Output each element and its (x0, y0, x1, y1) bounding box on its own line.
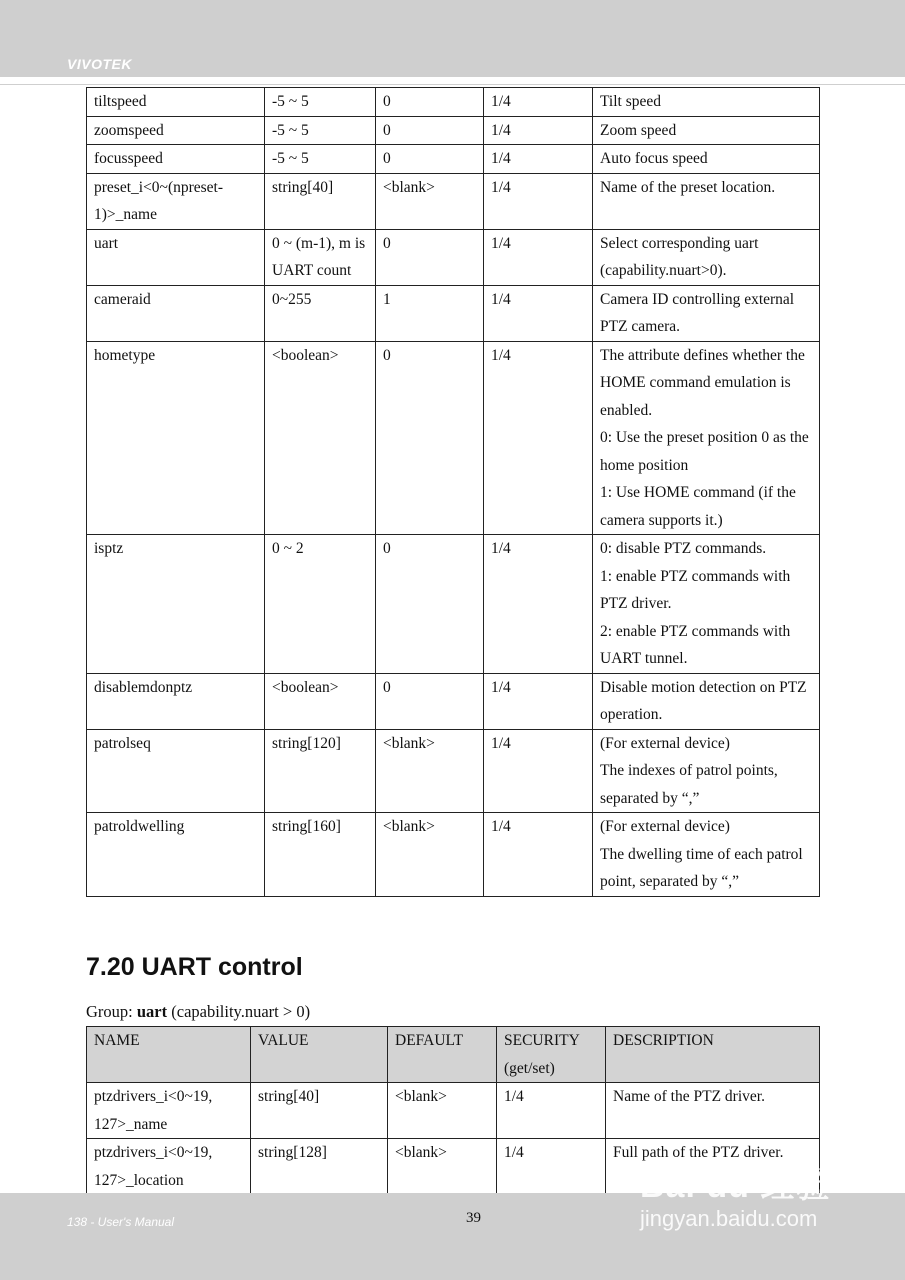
cell-description (593, 729, 820, 813)
cell-description (593, 341, 820, 535)
header-cell-name: NAME (87, 1027, 251, 1083)
cell-security: 1/4 (484, 88, 593, 117)
cell-value: 0 ~ 2 (265, 535, 376, 674)
cell-security: 1/4 (497, 1139, 606, 1195)
cell-value: -5 ~ 5 (265, 116, 376, 145)
cell-default: 0 (376, 116, 484, 145)
header-cell-security: SECURITY (get/set) (497, 1027, 606, 1083)
description-line: Auto focus speed (600, 150, 708, 167)
header-cell-value: VALUE (251, 1027, 388, 1083)
cell-default: 0 (376, 229, 484, 285)
cell-security: 1/4 (484, 285, 593, 341)
description-line: Name of the preset location. (600, 178, 776, 196)
description-line: 1: enable PTZ commands with PTZ driver. (600, 567, 791, 612)
cell-name: disablemdonptz (87, 673, 265, 729)
table-row (87, 116, 820, 145)
table-row (87, 535, 820, 674)
group-line (86, 1002, 310, 1022)
table-row (87, 173, 820, 229)
cell-value: <boolean> (265, 673, 376, 729)
cell-security: 1/4 (484, 116, 593, 145)
cell-default: <blank> (388, 1139, 497, 1195)
description-line: Camera ID controlling external PTZ camera. (600, 290, 795, 335)
cell-description (593, 145, 820, 174)
cell-value: 0 ~ (m-1), m is UART count (265, 229, 376, 285)
table-row (87, 88, 820, 117)
cell-name: focusspeed (87, 145, 265, 174)
description-line: (For external device) (600, 818, 730, 835)
cell-description (593, 673, 820, 729)
description-line: The dwelling time of each patrol point, separated by “,” (600, 845, 803, 890)
table-row (87, 673, 820, 729)
cell-security: 1/4 (484, 341, 593, 535)
cell-default: 0 (376, 673, 484, 729)
cell-name: zoomspeed (87, 116, 265, 145)
section-title: 7.20 UART control (86, 953, 303, 981)
table-header-row (87, 1027, 820, 1083)
cell-security: 1/4 (497, 1083, 606, 1139)
cell-security: 1/4 (484, 729, 593, 813)
table-row (87, 1083, 820, 1139)
watermark-logo-text: Bai du 经验 (640, 1167, 831, 1205)
cell-description (593, 229, 820, 285)
cell-value: -5 ~ 5 (265, 145, 376, 174)
cell-default: 0 (376, 535, 484, 674)
cell-description: Full path of the PTZ driver. (606, 1139, 820, 1195)
cell-name: patrolseq (87, 729, 265, 813)
cell-default: 1 (376, 285, 484, 341)
cell-name: hometype (87, 341, 265, 535)
cell-name: isptz (87, 535, 265, 674)
description-line: The indexes of patrol points, separated by “,” (600, 762, 778, 807)
description-line: 2: enable PTZ commands with UART tunnel. (600, 622, 791, 667)
description-line: Select corresponding uart (capability.nuart>0). (600, 234, 759, 279)
cell-name: ptzdrivers_i<0~19, 127>_location (87, 1139, 251, 1195)
cell-description (593, 813, 820, 897)
table-row (87, 813, 820, 897)
description-line: Disable motion detection on PTZ operation. (600, 678, 807, 723)
cell-security: 1/4 (484, 173, 593, 229)
cell-security: 1/4 (484, 145, 593, 174)
table-row (87, 341, 820, 535)
cell-description (593, 173, 820, 229)
cell-security: 1/4 (484, 535, 593, 674)
cell-value: string[160] (265, 813, 376, 897)
cell-name: preset_i<0~(npreset-1)>_name (87, 173, 265, 229)
watermark (640, 1166, 860, 1246)
brand-logo-text: VIVOTEK (67, 56, 132, 72)
cell-name: patroldwelling (87, 813, 265, 897)
header-cell-description: DESCRIPTION (606, 1027, 820, 1083)
page-number: 39 (466, 1210, 481, 1226)
cell-value: 0~255 (265, 285, 376, 341)
cell-default: <blank> (376, 813, 484, 897)
header-rule (0, 84, 905, 85)
cell-value: string[128] (251, 1139, 388, 1195)
cell-value: string[40] (265, 173, 376, 229)
cell-name: ptzdrivers_i<0~19, 127>_name (87, 1083, 251, 1139)
cell-description: Name of the PTZ driver. (606, 1083, 820, 1139)
description-line: Zoom speed (600, 121, 677, 139)
table-row (87, 229, 820, 285)
description-line: 0: disable PTZ commands. (600, 540, 767, 557)
ptz-parameters-table (86, 87, 820, 897)
cell-default: <blank> (376, 729, 484, 813)
watermark-url: jingyan.baidu.com (640, 1206, 818, 1231)
description-line: (For external device) (600, 734, 730, 752)
cell-default: <blank> (388, 1083, 497, 1139)
cell-default: 0 (376, 88, 484, 117)
table-row (87, 145, 820, 174)
cell-value: -5 ~ 5 (265, 88, 376, 117)
cell-description (593, 285, 820, 341)
table-row (87, 729, 820, 813)
cell-description (593, 88, 820, 117)
cell-default: 0 (376, 145, 484, 174)
table-row (87, 285, 820, 341)
cell-name: cameraid (87, 285, 265, 341)
cell-default: <blank> (376, 173, 484, 229)
group-name: uart (136, 1002, 168, 1021)
cell-description (593, 535, 820, 674)
description-line: 0: Use the preset position 0 as the home position (600, 429, 809, 474)
description-line: 1: Use HOME command (if the camera supports it.) (600, 484, 796, 529)
cell-value: <boolean> (265, 341, 376, 535)
cell-value: string[120] (265, 729, 376, 813)
cell-security: 1/4 (484, 229, 593, 285)
header-cell-default: DEFAULT (388, 1027, 497, 1083)
cell-name: uart (87, 229, 265, 285)
cell-default: 0 (376, 341, 484, 535)
cell-security: 1/4 (484, 813, 593, 897)
description-line: Tilt speed (600, 93, 662, 110)
footer-manual-label: 138 - User's Manual (67, 1215, 175, 1229)
cell-description (593, 116, 820, 145)
cell-name: tiltspeed (87, 88, 265, 117)
group-prefix: Group: (86, 1002, 137, 1021)
cell-security: 1/4 (484, 673, 593, 729)
header-band (0, 0, 905, 77)
description-line: The attribute defines whether the HOME command emulation is enabled. (600, 346, 805, 419)
cell-value: string[40] (251, 1083, 388, 1139)
group-suffix: (capability.nuart > 0) (167, 1002, 311, 1021)
